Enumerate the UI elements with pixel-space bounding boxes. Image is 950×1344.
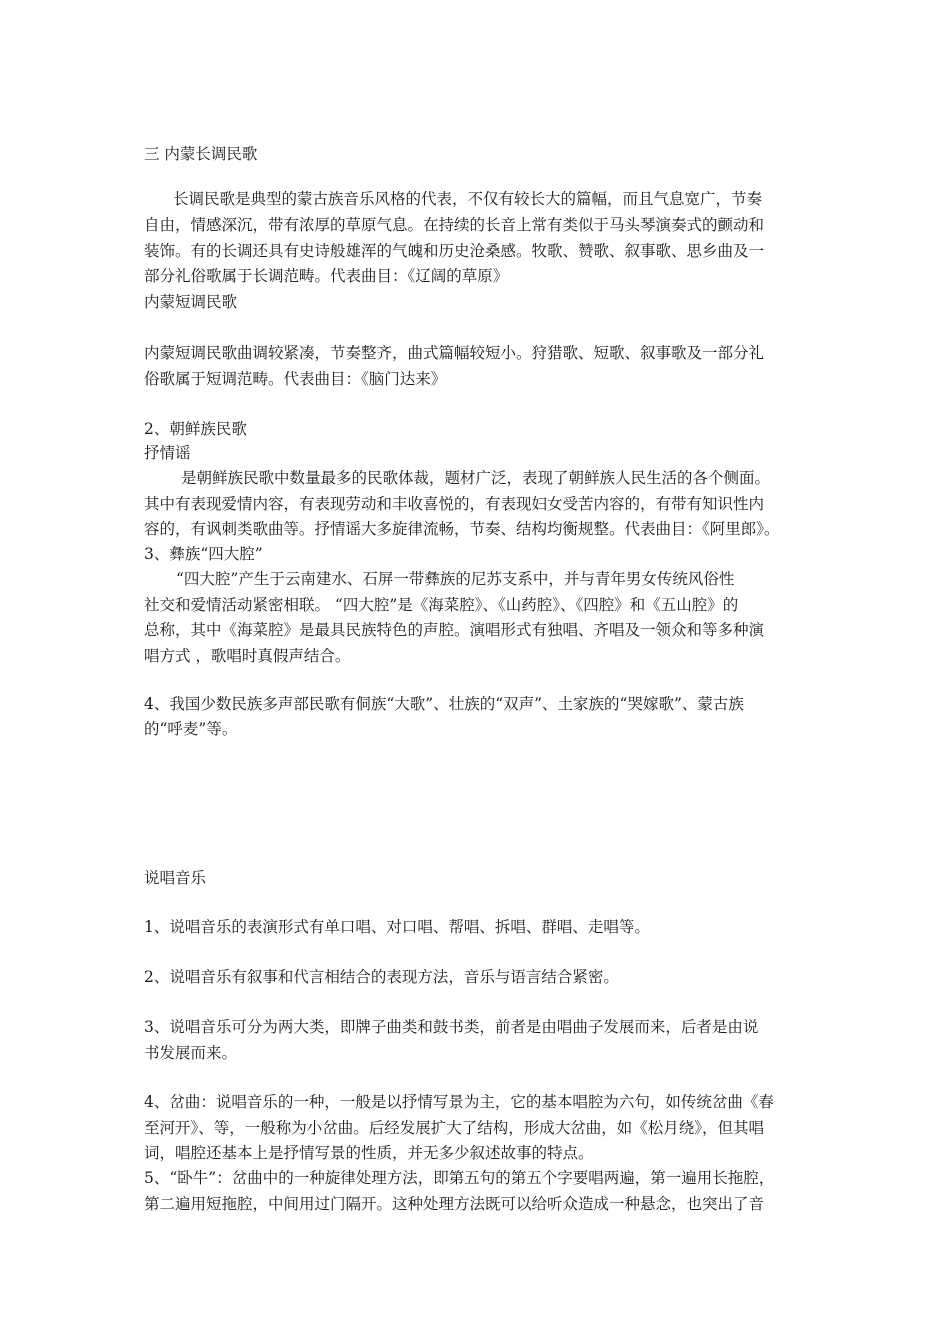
list-item: 3、说唱音乐可分为两大类，即牌子曲类和鼓书类，前者是由唱曲子发展而来，后者是由说 xyxy=(144,1018,759,1036)
paragraph-line: 4、我国少数民族多声部民歌有侗族“大歌”、壮族的“双声”、土家族的“哭嫁歌”、蒙古族 xyxy=(144,695,744,713)
subheading-lyrical-ballad: 抒情谣 xyxy=(144,444,191,462)
list-item-continuation: 词，唱腔还基本上是抒情写景的性质，并无多少叙述故事的特点。 xyxy=(144,1144,594,1162)
subheading-short-tune: 内蒙短调民歌 xyxy=(144,293,238,311)
list-item: 4、岔曲：说唱音乐的一种，一般是以抒情写景为主，它的基本唱腔为六句，如传统岔曲《春 xyxy=(144,1093,774,1111)
paragraph-line: 的“呼麦”等。 xyxy=(144,720,238,738)
paragraph-line: 内蒙短调民歌曲调较紧凑，节奏整齐，曲式篇幅较短小。狩猎歌、短歌、叙事歌及一部分礼 xyxy=(144,344,765,362)
paragraph-line: 总称，其中《海菜腔》是最具民族特色的声腔。演唱形式有独唱、齐唱及一领众和等多种演 xyxy=(144,621,765,639)
list-item-continuation: 至河开》、等，一般称为小岔曲。后经发展扩大了结构，形成大岔曲，如《松月绕》，但其唱 xyxy=(144,1119,765,1137)
paragraph-line: “四大腔”产生于云南建水、石屏一带彝族的尼苏支系中，并与青年男女传统风俗性 xyxy=(176,570,735,588)
list-item-continuation: 书发展而来。 xyxy=(144,1044,238,1062)
section-heading-long-tune: 三 内蒙长调民歌 xyxy=(144,145,258,163)
list-item: 1、说唱音乐的表演形式有单口唱、对口唱、帮唱、拆唱、群唱、走唱等。 xyxy=(144,918,650,936)
paragraph-line: 其中有表现爱情内容，有表现劳动和丰收喜悦的，有表现妇女受苦内容的，有带有知识性内 xyxy=(144,495,765,513)
paragraph-line: 是朝鲜族民歌中数量最多的民歌体裁，题材广泛，表现了朝鲜族人民生活的各个侧面。 xyxy=(181,469,771,487)
paragraph-line: 自由，情感深沉，带有浓厚的草原气息。在持续的长音上常有类似于马头琴演奏式的颤动和 xyxy=(144,216,765,234)
paragraph-line: 部分礼俗歌属于长调范畴。代表曲目：《辽阔的草原》 xyxy=(144,267,509,285)
paragraph-line: 装饰。有的长调还具有史诗般雄浑的气魄和历史沧桑感。牧歌、赞歌、叙事歌、思乡曲及一 xyxy=(144,242,765,260)
paragraph-line: 容的，有讽刺类歌曲等。抒情谣大多旋律流畅，节奏、结构均衡规整。代表曲目：《阿里郎》。 xyxy=(144,520,780,538)
section-heading-shuochang: 说唱音乐 xyxy=(144,869,207,887)
list-item: 5、“卧牛”：岔曲中的一种旋律处理方法，即第五句的第五个字要唱两遍，第一遍用长拖腔， xyxy=(144,1169,775,1187)
list-item-continuation: 第二遍用短拖腔，中间用过门隔开。这种处理方法既可以给听众造成一种悬念，也突出了音 xyxy=(144,1195,765,1213)
section-heading-yi: 3、彝族“四大腔” xyxy=(144,545,263,563)
paragraph-line: 俗歌属于短调范畴。代表曲目：《脑门达来》 xyxy=(144,370,447,388)
paragraph-line: 社交和爱情活动紧密相联。 “四大腔”是《海菜腔》、《山药腔》、《四腔》和《五山腔》的 xyxy=(144,596,739,614)
paragraph-line: 唱方式 ，歌唱时真假声结合。 xyxy=(144,647,351,665)
section-heading-korean: 2、朝鲜族民歌 xyxy=(144,420,247,438)
paragraph-line: 长调民歌是典型的蒙古族音乐风格的代表，不仅有较长大的篇幅，而且气息宽广，节奏 xyxy=(173,190,763,208)
list-item: 2、说唱音乐有叙事和代言相结合的表现方法，音乐与语言结合紧密。 xyxy=(144,968,619,986)
